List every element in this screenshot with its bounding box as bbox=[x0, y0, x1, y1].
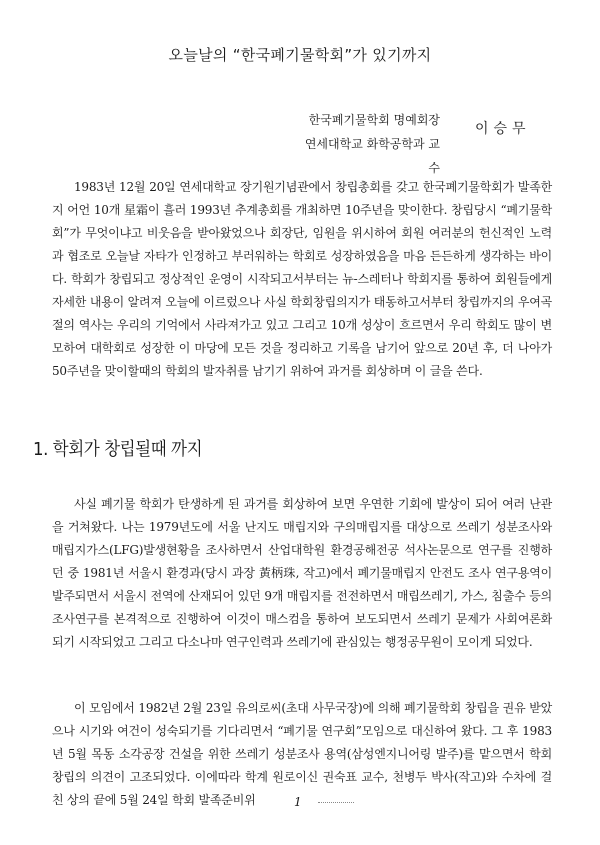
body-paragraph-1 bbox=[52, 493, 552, 654]
body-paragraph-1-text: 사실 폐기물 학회가 탄생하게 된 과거를 회상하여 보면 우연한 기회에 발상이 되어 여러 난관을 거쳐왔다. 나는 1979년도에 서울 난지도 매립지와 구의매립지를 대상으로 쓰레기 성분조사와 매립지가스(LFG)발생현황을 조사하면서 산업대학원 환경공해전공 석사논문으로 연구를 진행하던 중 1981년 서울시 환경과(당시 과장 黃柄珠, 작고)에서 폐기물매립지 안전도 조사 연구용역이 발주되면서 서울시 전역에 산재되어 있던 9개 매립지를 전전하면서 매립쓰레기, 가스, 침출수 등의 조사연구를 본격적으로 진행하여 이것이 매스컴을 통하여 보도되면서 쓰레기 문제가 사회여론화 되기 시작되었고 그리고 다소나마 연구인력과 쓰레기에 관심있는 행정공무원이 모이게 되었다. bbox=[52, 497, 552, 649]
document-title: 오늘날의 “한국폐기물학회”가 있기까지 bbox=[168, 46, 432, 64]
intro-paragraph bbox=[52, 176, 552, 383]
author-affiliation bbox=[300, 108, 440, 180]
page-number: 1 bbox=[294, 795, 302, 809]
section-heading: 1. 학회가 창립될때 까지 bbox=[33, 439, 203, 460]
scan-artifact bbox=[318, 802, 354, 805]
author-name: 이승무 bbox=[475, 121, 531, 137]
affiliation-line-society: 한국폐기물학회 명예회장 bbox=[308, 113, 440, 127]
body-paragraph-2 bbox=[52, 697, 552, 812]
affiliation-line-university: 연세대학교 화학공학과 교수 bbox=[304, 137, 440, 175]
body-paragraph-2-text: 이 모임에서 1982년 2월 23일 유의로씨(초대 사무국장)에 의해 폐기물학회 창립을 권유 받았으나 시기와 여건이 성숙되기를 기다리면서 “폐기물 연구회”모임으로 대신하여 왔다. 그 후 1983년 5월 목동 소각공장 건설을 위한 쓰레기 성분조사 용역(삼성엔지니어링 발주)를 맡으면서 학회창립의 의견이 고조되었다. 이에따라 학계 원로이신 권숙표 교수, 천병두 박사(작고)와 수차에 걸친 상의 끝에 5월 24일 학회 발족준비위 bbox=[52, 701, 552, 807]
intro-paragraph-text: 1983년 12월 20일 연세대학교 장기원기념관에서 창립총회를 갖고 한국폐기물학회가 발족한지 어언 10개 星霜이 흘러 1993년 추계총회를 개최하면 10주년을 맞이한다. 창립당시 “폐기물학회”가 무엇이냐고 비웃음을 받아왔었으나 회장단, 임원을 위시하여 회원 여러분의 헌신적인 노력과 협조로 오늘날 자타가 인정하고 부러워하는 학회로 성장하였음을 마음 든든하게 생각하는 바이다. 학회가 창립되고 정상적인 운영이 시작되고서부터는 뉴-스레터나 학회지를 통하여 회원들에게 자세한 내용이 알려져 오늘에 이르렀으나 사실 학회창립의지가 태동하고서부터 창립까지의 우여곡절의 역사는 우리의 기억에서 사라져가고 있고 그리고 10개 성상이 흐르면서 우리 학회도 많이 변모하여 대학회로 성장한 이 마당에 모든 것을 정리하고 기록을 남기어 앞으로 20년 후, 더 나아가 50주년을 맞이할때의 학회의 발자취를 남기기 위하여 과거를 회상하며 이 글을 쓴다. bbox=[52, 180, 552, 378]
